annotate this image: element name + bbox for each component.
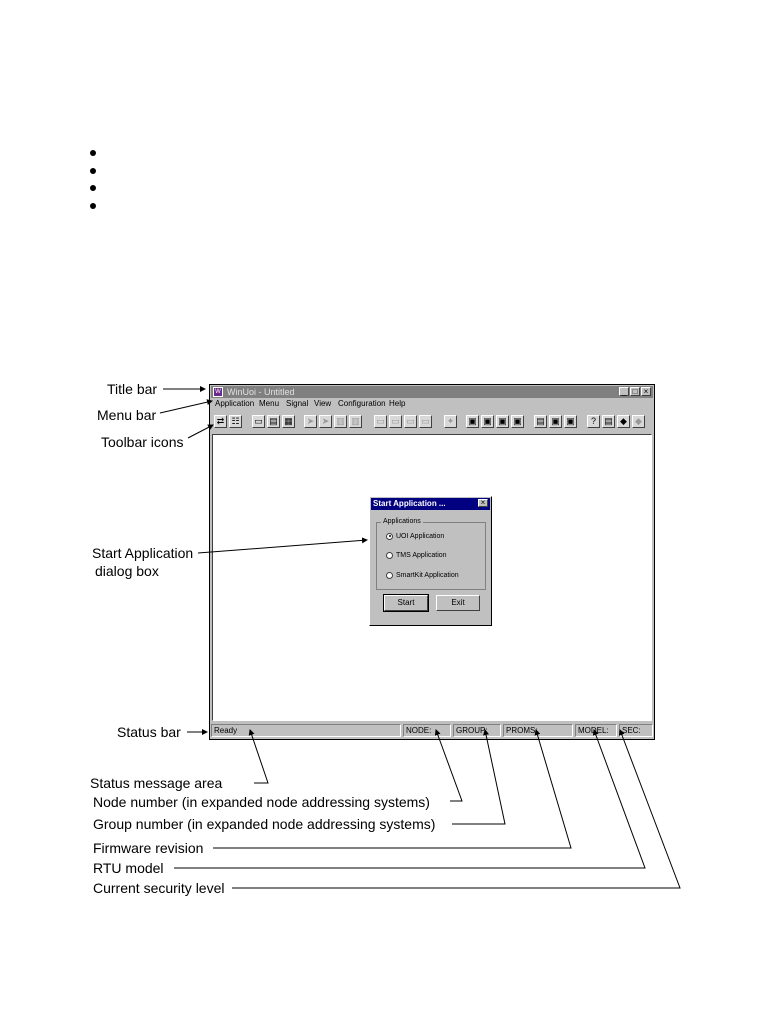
tool-icon-10[interactable]: ▭ <box>374 415 387 428</box>
minimize-button[interactable]: _ <box>619 387 629 396</box>
tool-icon-21[interactable]: ▣ <box>564 415 577 428</box>
tool-icon-9[interactable]: ▥ <box>349 415 362 428</box>
applications-group-label: Applications <box>383 518 421 525</box>
window-title: WinUoi - Untitled <box>227 387 295 397</box>
radio-label: UOI Application <box>396 533 445 540</box>
tool-icon-14[interactable]: ✦ <box>444 415 457 428</box>
status-message-area: Ready <box>211 724 401 737</box>
network-icon[interactable]: ☷ <box>229 415 242 428</box>
menu-signal[interactable]: Signal <box>286 399 309 408</box>
maximize-button[interactable]: □ <box>630 387 640 396</box>
status-node: NODE: <box>403 724 451 737</box>
leader-menu-bar <box>160 401 212 413</box>
tool-icon-11[interactable]: ▭ <box>389 415 402 428</box>
callout-status-bar: Status bar <box>117 724 181 740</box>
app-icon: W <box>213 387 223 397</box>
callout-firmware: Firmware revision <box>93 840 204 856</box>
tool-icon-23[interactable]: ▤ <box>602 415 615 428</box>
callout-title-bar: Title bar <box>107 381 158 397</box>
callout-node-number: Node number (in expanded node addressing systems) <box>93 794 430 810</box>
connect-icon[interactable]: ⇄ <box>214 415 227 428</box>
leader-status-message <box>250 730 268 783</box>
print-icon[interactable]: ▦ <box>282 415 295 428</box>
callout-security: Current security level <box>93 880 225 896</box>
status-group: GROUP: <box>453 724 501 737</box>
leader-node <box>436 730 462 801</box>
menu-configuration[interactable]: Configuration <box>338 399 386 408</box>
start-button[interactable]: Start <box>384 595 428 611</box>
exit-button[interactable]: Exit <box>436 595 480 611</box>
callout-group-number: Group number (in expanded node addressing systems) <box>93 816 436 832</box>
tool-icon-20[interactable]: ▣ <box>549 415 562 428</box>
dialog-close-button[interactable]: × <box>478 499 488 507</box>
menu-menu[interactable]: Menu <box>259 399 280 408</box>
callout-status-message: Status message area <box>90 775 223 791</box>
leader-dialog <box>198 540 367 553</box>
tool-icon-15[interactable]: ▣ <box>466 415 479 428</box>
status-model: MODEL: <box>575 724 617 737</box>
tool-icon-7[interactable]: ➤ <box>319 415 332 428</box>
leader-group <box>452 730 505 824</box>
status-proms: PROMS: <box>503 724 573 737</box>
callout-menu-bar: Menu bar <box>97 407 157 423</box>
menu-application[interactable]: Application <box>215 399 255 408</box>
tool-icon-25[interactable]: ◆ <box>632 415 645 428</box>
tool-icon-8[interactable]: ▥ <box>334 415 347 428</box>
menu-help[interactable]: Help <box>389 399 406 408</box>
close-button[interactable]: × <box>641 387 651 396</box>
tool-icon-24[interactable]: ◆ <box>617 415 630 428</box>
callout-start-dialog-line2: dialog box <box>95 563 159 579</box>
callout-start-dialog-line1: Start Application <box>92 545 194 561</box>
save-icon[interactable]: ▤ <box>267 415 280 428</box>
tool-icon-18[interactable]: ▣ <box>511 415 524 428</box>
radio-label: SmartKit Application <box>396 572 459 579</box>
callout-rtu-model: RTU model <box>93 860 164 876</box>
tool-icon-19[interactable]: ▤ <box>534 415 547 428</box>
tool-icon-17[interactable]: ▣ <box>496 415 509 428</box>
menu-view[interactable]: View <box>314 399 332 408</box>
tool-icon-16[interactable]: ▣ <box>481 415 494 428</box>
tool-icon-12[interactable]: ▭ <box>404 415 417 428</box>
radio-label: TMS Application <box>396 552 447 559</box>
status-sec: SEC: <box>619 724 653 737</box>
dialog-title: Start Application ... <box>371 498 490 510</box>
help-icon[interactable]: ? <box>587 415 600 428</box>
callout-toolbar-icons: Toolbar icons <box>101 434 184 450</box>
open-folder-icon[interactable]: ▭ <box>252 415 265 428</box>
tool-icon-13[interactable]: ▭ <box>419 415 432 428</box>
tool-icon-6[interactable]: ➤ <box>304 415 317 428</box>
leader-toolbar <box>188 425 213 438</box>
